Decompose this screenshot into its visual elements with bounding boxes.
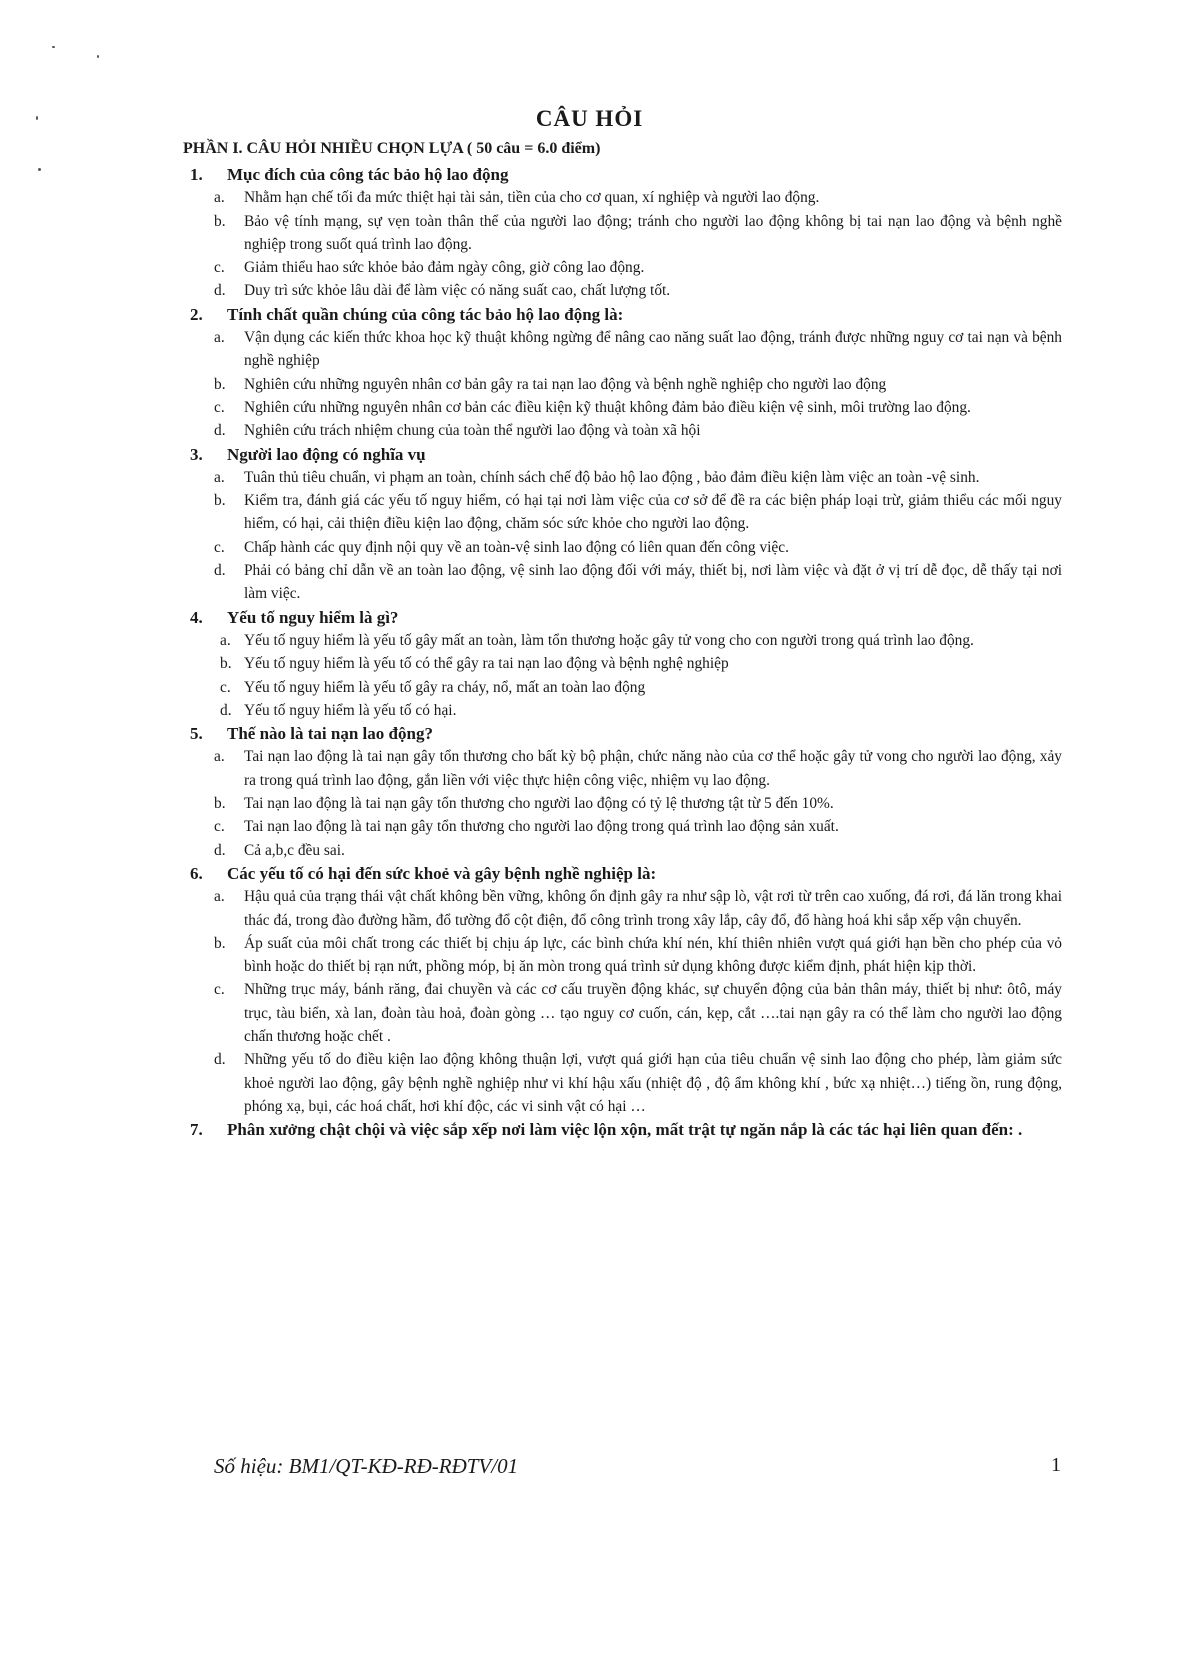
question-block [190,606,1062,722]
option-text: Yếu tố nguy hiểm là yếu tố gây mất an toàn, làm tổn thương hoặc gây tử vong cho con người trong quá trình lao động. [244,631,974,649]
option-text: Những trục máy, bánh răng, đai chuyền và các cơ cấu truyền động khác, sự chuyển động của bản thân máy, thiết bị như: ôtô, máy trục, tàu biển, xà lan, đoàn tàu hoả, đoàn gòng … tạo nguy cơ cuốn, cán, kẹp, cắt ….tai nạn gây ra có thể làm cho người lao động chấn thương hoặc chết . [244,981,1062,1045]
option-letter: d. [214,282,226,300]
answer-option [214,419,1062,442]
option-letter: a. [214,748,225,766]
option-letter: b. [214,375,226,393]
question-number: 4. [190,607,203,627]
option-text: Tai nạn lao động là tai nạn gây tổn thương cho người lao động trong quá trình lao động sản xuất. [244,818,839,836]
question-text: Các yếu tố có hại đến sức khoẻ và gây bệnh nghề nghiệp là: [227,863,657,883]
question-text: Thế nào là tai nạn lao động? [227,724,433,744]
question-text: Mục đích của công tác bảo hộ lao động [227,165,509,184]
question-number: 5. [190,724,203,744]
question-heading [190,303,1062,326]
option-letter: d. [214,1051,226,1069]
question-block [190,163,1062,303]
option-text: Kiểm tra, đánh giá các yếu tố nguy hiểm, có hại tại nơi làm việc của cơ sở để đề ra các biện pháp loại trừ, giảm thiểu các mối nguy hiểm, có hại, cải thiện điều kiện lao động, chăm sóc sức khỏe cho người lao động. [244,492,1062,533]
option-letter: a. [214,888,225,906]
question-block [190,722,1062,862]
option-letter: c. [214,538,225,556]
option-text: Nhằm hạn chế tối đa mức thiệt hại tài sản, tiền của cho cơ quan, xí nghiệp và người lao động. [244,189,820,207]
question-heading [190,163,1062,186]
option-text: Vận dụng các kiến thức khoa học kỹ thuật không ngừng để nâng cao năng suất lao động, tránh được những nguy cơ tai nạn và bệnh nghề nghiệp [244,329,1062,370]
option-letter: d. [214,422,226,440]
option-text: Yếu tố nguy hiểm là yếu tố có hại. [244,701,457,719]
option-text: Nghiên cứu những nguyên nhân cơ bản các điều kiện kỹ thuật không đảm bảo điều kiện vệ sinh, môi trường lao động. [244,398,971,416]
answer-option [214,1048,1062,1118]
option-text: Yếu tố nguy hiểm là yếu tố gây ra cháy, nổ, mất an toàn lao động [244,678,646,696]
option-text: Cả a,b,c đều sai. [244,841,345,859]
option-letter: c. [214,818,225,836]
option-text: Duy trì sức khỏe lâu dài để làm việc có năng suất cao, chất lượng tốt. [244,282,671,300]
question-text: Yếu tố nguy hiểm là gì? [227,607,399,627]
option-text: Bảo vệ tính mạng, sự vẹn toàn thân thể của người lao động; tránh cho người lao động không bị tai nạn lao động và bệnh nghề nghiệp trong suốt quá trình lao động. [244,212,1062,253]
answer-option [214,792,1062,815]
option-letter: b. [220,655,232,673]
answer-option [214,932,1062,979]
answer-option [214,489,1062,536]
option-text: Hậu quả của trạng thái vật chất không bền vững, không ổn định gây ra như sập lò, vật rơi từ trên cao xuống, đá rơi, đá lăn trong khai thác đá, trong đào đường hầm, đổ tường đổ cột điện, đổ công trình trong xây lắp, cây đổ, đổ hàng hoá khi sắp xếp vận chuyển. [244,888,1062,929]
option-letter: c. [214,259,225,277]
page-number: 1 [1051,1454,1061,1476]
answer-option [220,676,1062,699]
question-heading [190,1118,1062,1141]
section-title: PHẦN I. CÂU HỎI NHIỀU CHỌN LỰA ( 50 câu = 6.0 điểm) [183,140,601,157]
option-letter: d. [214,562,226,580]
option-text: Tai nạn lao động là tai nạn gây tổn thương cho người lao động có tỷ lệ thương tật từ 5 đến 10%. [244,795,834,813]
option-letter: d. [220,701,232,719]
question-text: Người lao động có nghĩa vụ [227,444,426,464]
option-letter: b. [214,934,226,952]
option-letter: a. [214,189,225,207]
question-block [190,303,1062,443]
option-text: Những yếu tố do điều kiện lao động không thuận lợi, vượt quá giới hạn của tiêu chuẩn vệ sinh lao động cho phép, làm giảm sức khoẻ người lao động, gây bệnh nghề nghiệp như vi khí hậu xấu (nhiệt độ , độ ẩm không khí , bức xạ nhiệt…) tiếng ồn, rung động, phóng xạ, bụi, các hoá chất, hơi khí độc, các vi sinh vật có hại … [244,1051,1062,1115]
option-letter: b. [214,492,226,510]
option-letter: a. [214,468,225,486]
option-letter: b. [214,212,226,230]
answer-option [214,978,1062,1048]
question-text: Phân xưởng chật chội và việc sắp xếp nơi làm việc lộn xộn, mất trật tự ngăn nắp là các tác hại liên quan đến: . [227,1120,1023,1140]
answer-option [214,466,1062,489]
question-number: 2. [190,304,203,324]
option-text: Giảm thiểu hao sức khỏe bảo đảm ngày công, giờ công lao động. [244,259,645,277]
answer-option [214,559,1062,606]
question-heading [190,722,1062,745]
answer-option [220,699,1062,722]
option-text: Áp suất của môi chất trong các thiết bị chịu áp lực, các bình chứa khí nén, khí thiên nhiên vượt quá giới hạn bền cho phép của vỏ bình hoặc do thiết bị rạn nứt, phồng móp, bị ăn mòn trong quá trình sử dụng không được kiểm định, phát hiện kịp thời. [244,934,1062,976]
option-letter: a. [214,329,225,347]
answer-option [214,186,1062,209]
scan-speck [97,55,99,58]
question-text: Tính chất quần chúng của công tác bảo hộ lao động là: [227,304,624,324]
option-text: Yếu tố nguy hiểm là yếu tố có thể gây ra tai nạn lao động và bệnh nghệ nghiệp [244,655,729,673]
question-heading [190,862,1062,885]
question-block [190,1118,1062,1141]
question-heading [190,606,1062,629]
option-text: Nghiên cứu trách nhiệm chung của toàn thể người lao động và toàn xã hội [244,422,701,440]
document-title: CÂU HỎI [535,106,644,131]
scan-speck [52,46,55,48]
question-number: 7. [190,1120,203,1140]
question-number: 1. [190,165,203,184]
question-block [190,862,1062,1118]
option-text: Chấp hành các quy định nội quy về an toàn-vệ sinh lao động có liên quan đến công việc. [244,538,789,556]
option-text: Tai nạn lao động là tai nạn gây tổn thương cho bất kỳ bộ phận, chức năng nào của cơ thể hoặc gây tử vong cho người lao động, xảy ra trong quá trình lao động, gắn liền với việc thực hiện công việc, nhiệm vụ lao động. [244,748,1062,789]
question-heading [190,443,1062,466]
answer-option [214,839,1062,862]
option-letter: b. [214,795,226,813]
option-letter: a. [220,631,231,649]
answer-option [214,745,1062,792]
answer-option [220,629,1062,652]
option-letter: c. [220,678,231,696]
answer-option [214,536,1062,559]
answer-option [214,326,1062,373]
option-text: Phải có bảng chỉ dẫn về an toàn lao động, vệ sinh lao động đối với máy, thiết bị, nơi làm việc và đặt ở vị trí dễ đọc, dễ thấy tại nơi làm việc. [244,562,1062,603]
option-letter: c. [214,398,225,416]
scan-speck [38,168,41,171]
answer-option [214,373,1062,396]
option-text: Tuân thủ tiêu chuẩn, vi phạm an toàn, chính sách chế độ bảo hộ lao động , bảo đảm điều kiện làm việc an toàn -vệ sinh. [244,468,980,486]
document-code: Số hiệu: BM1/QT-KĐ-RĐ-RĐTV/01 [214,1454,519,1478]
answer-option [214,256,1062,279]
answer-option [214,210,1062,257]
option-letter: c. [214,981,225,999]
option-letter: d. [214,841,226,859]
answer-option [214,815,1062,838]
question-block [190,443,1062,606]
question-list [190,163,1062,1141]
option-text: Nghiên cứu những nguyên nhân cơ bản gây ra tai nạn lao động và bệnh nghề nghiệp cho người lao động [244,375,887,393]
answer-option [214,885,1062,932]
answer-option [214,279,1062,302]
answer-option [214,396,1062,419]
question-number: 3. [190,444,203,464]
answer-option [220,652,1062,675]
question-number: 6. [190,863,203,883]
